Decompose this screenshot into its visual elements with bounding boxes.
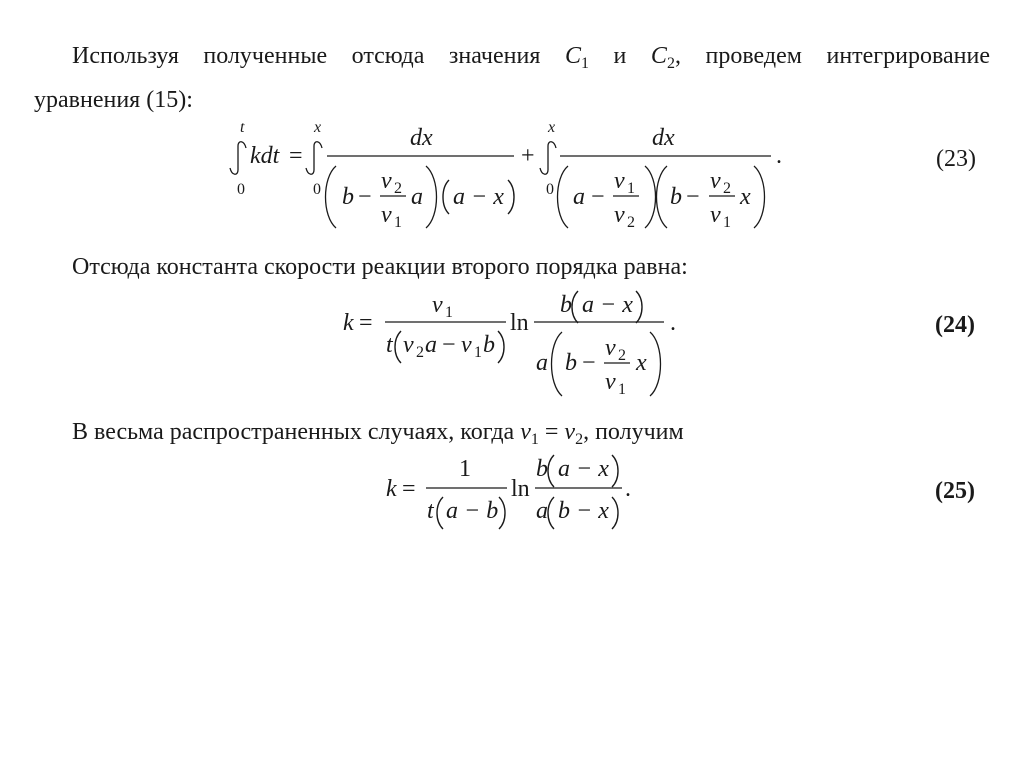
eq25-den-t: t — [427, 498, 434, 524]
eq23-d2-nu1: ν — [614, 168, 625, 194]
eq24-r-den-nu1-sub: 1 — [618, 381, 626, 398]
intro-text-a: Используя полученные отсюда значения — [72, 43, 541, 69]
eq24-number: (24) — [935, 312, 975, 338]
eq23-paren-2-left — [443, 180, 449, 214]
eq24-den-t: t — [386, 332, 393, 358]
eq23-paren-1-left — [326, 166, 337, 228]
eq24-den-b: b — [483, 332, 495, 358]
eq23-paren-2-right — [508, 180, 514, 214]
eq24-r-den-paren-right — [650, 332, 661, 396]
eq24-equals: = — [359, 310, 373, 336]
eq24-period: . — [670, 310, 676, 336]
eq25-num-1: 1 — [459, 456, 471, 482]
eq24-r-num-paren-right — [636, 291, 642, 323]
eq24-r-den-nu2-sub: 2 — [618, 347, 626, 364]
eq24-k: k — [343, 310, 354, 336]
eq23-d2-nu2b: ν — [710, 168, 721, 194]
eq23-d1-nu1-sub: 1 — [394, 214, 402, 231]
eq24-den-nu2-sub: 2 — [416, 344, 424, 361]
eq25-r-den-a: a — [536, 498, 548, 524]
eq24-den-nu1-sub: 1 — [474, 344, 482, 361]
special-case-paragraph — [72, 417, 684, 455]
eq23-d1-nu2-sub: 2 — [394, 180, 402, 197]
eq24-den-a: a — [425, 332, 437, 358]
eq24-r-den-x: x — [636, 350, 647, 376]
eq23-paren-3-right — [645, 166, 656, 228]
eq23-int1-upper: t — [240, 119, 245, 136]
eq23-d2-nu1b-sub: 1 — [723, 214, 731, 231]
eq25-k: k — [386, 476, 397, 502]
eq24-r-den-a: a — [536, 350, 548, 376]
eq23-d1-a: a — [411, 184, 423, 210]
eq25-den-paren-right — [499, 497, 505, 529]
eq23-d2-b: b — [670, 184, 682, 210]
constant-c2: C — [650, 43, 667, 69]
special-text-a: В весьма распространенных случаях, когда — [72, 419, 515, 445]
eq25-number: (25) — [935, 478, 975, 504]
eq25-r-num-paren-left — [548, 455, 554, 487]
eq23-d2-x: x — [740, 184, 751, 210]
eq23-paren-3-left — [558, 166, 569, 228]
eq23-numerator-2: dx — [652, 125, 675, 151]
eq24-den-nu2: ν — [403, 332, 414, 358]
eq23-paren-1-right — [426, 166, 437, 228]
eq23-d1-amx: a − x — [453, 184, 504, 210]
special-text-b: , получим — [583, 419, 684, 445]
eq24-r-num-b: b — [560, 292, 572, 318]
eq24-r-num-amx: a − x — [582, 292, 633, 318]
eq25-r-den-paren-right — [612, 497, 618, 529]
eq25-equals: = — [402, 476, 416, 502]
eq25-r-den-bmx: b − x — [558, 498, 609, 524]
eq23-d1-nu1: ν — [381, 202, 392, 228]
eq23-int3-lower: 0 — [546, 181, 554, 198]
eq25-r-den-paren-left — [548, 497, 554, 529]
intro-text-b: , проведем интегрирование — [674, 43, 990, 69]
eq23-integral-1 — [230, 142, 246, 175]
eq23-numerator-1: dx — [410, 125, 433, 151]
eq23-equals: = — [289, 143, 303, 169]
intro-and: и — [613, 43, 627, 69]
eq23-d2-minus: − — [591, 184, 605, 210]
constant-c1: C — [564, 43, 581, 69]
eq25-den-amb: a − b — [446, 498, 499, 524]
eq23-integral-2 — [306, 142, 322, 175]
eq24-ln: ln — [510, 310, 529, 336]
eq23-d2-minus2: − — [686, 184, 700, 210]
eq23-d2-nu2-sub: 2 — [627, 214, 635, 231]
eq23-int2-upper: x — [314, 119, 322, 136]
eq24-r-den-minus: − — [582, 350, 596, 376]
eq23-plus: + — [521, 143, 535, 169]
eq23-d2-nu1-sub: 1 — [627, 180, 635, 197]
eq23-d2-a: a — [573, 184, 585, 210]
eq23-d2-nu1b: ν — [710, 202, 721, 228]
eq23-d2-nu2b-sub: 2 — [723, 180, 731, 197]
equation-24 — [343, 291, 676, 398]
eq24-den-nu1: ν — [461, 332, 472, 358]
eq24-num-nu: ν — [432, 292, 443, 318]
eq25-period: . — [625, 476, 631, 502]
equation-25 — [386, 455, 631, 529]
eq25-r-num-b: b — [536, 456, 548, 482]
eq23-paren-4-left — [657, 166, 668, 228]
eq23-int1-lower: 0 — [237, 181, 245, 198]
eq24-r-den-nu1: ν — [605, 369, 616, 395]
eq23-paren-4-right — [754, 166, 765, 228]
rate-constant-paragraph: Отсюда константа скорости реакции второго порядка равна: — [72, 254, 688, 280]
eq24-r-den-paren-left — [552, 332, 563, 396]
eq25-r-num-amx: a − x — [558, 456, 609, 482]
intro-line-2: уравнения (15): — [34, 87, 193, 113]
eq25-ln: ln — [511, 476, 530, 502]
eq23-d1-b: b — [342, 184, 354, 210]
special-nu2: ν — [564, 419, 576, 445]
constant-c1-sub: 1 — [580, 55, 589, 72]
eq25-den-paren-left — [437, 497, 443, 529]
eq25-r-num-paren-right — [612, 455, 618, 487]
eq24-r-den-nu2: ν — [605, 335, 616, 361]
eq23-integral-3 — [540, 142, 556, 175]
eq24-r-num-paren-left — [572, 291, 578, 323]
eq24-den-paren-right — [498, 331, 504, 363]
eq23-period: . — [776, 143, 782, 169]
special-nu2-sub: 2 — [575, 431, 584, 448]
eq24-den-minus: − — [442, 332, 456, 358]
eq23-int2-lower: 0 — [313, 181, 321, 198]
eq23-number: (23) — [936, 146, 976, 172]
eq24-num-nu-sub: 1 — [445, 304, 453, 321]
eq23-int3-upper: x — [548, 119, 556, 136]
eq23-d2-nu2: ν — [614, 202, 625, 228]
eq23-d1-minus: − — [358, 184, 372, 210]
eq24-den-paren-left — [395, 331, 401, 363]
eq23-kdt: kdt — [250, 143, 280, 169]
constant-c2-sub: 2 — [666, 55, 675, 72]
special-equals: = — [544, 419, 559, 445]
eq24-r-den-b: b — [565, 350, 577, 376]
eq23-d1-nu2: ν — [381, 168, 392, 194]
special-nu1: ν — [520, 419, 531, 445]
special-nu1-sub: 1 — [530, 431, 539, 448]
